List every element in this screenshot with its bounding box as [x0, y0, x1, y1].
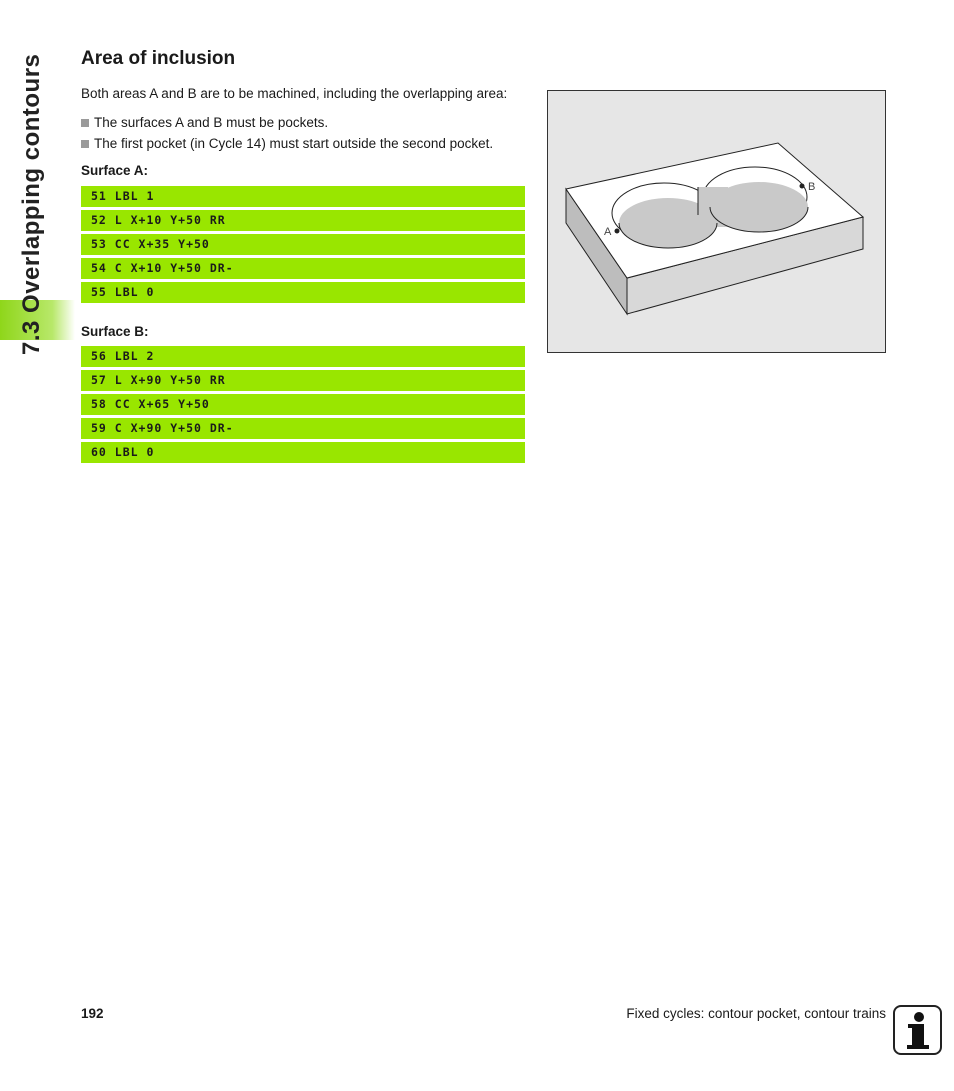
pocket-overlap-floor [698, 187, 728, 227]
section-heading: Area of inclusion [81, 48, 236, 69]
surface-b-label: Surface B: [81, 324, 149, 339]
list-item-text: The first pocket (in Cycle 14) must start outside the second pocket. [94, 136, 494, 151]
list-item-text: The surfaces A and B must be pockets. [94, 115, 329, 130]
code-line: 55 LBL 0 [81, 282, 525, 303]
code-line: 56 LBL 2 [81, 346, 525, 367]
code-line: 53 CC X+35 Y+50 [81, 234, 525, 255]
code-line: 58 CC X+65 Y+50 [81, 394, 525, 415]
code-line: 52 L X+10 Y+50 RR [81, 210, 525, 231]
point-a-marker [615, 229, 620, 234]
label-a: A [604, 226, 612, 238]
surface-b-code [81, 346, 525, 466]
code-line: 54 C X+10 Y+50 DR- [81, 258, 525, 279]
requirements-list [81, 112, 531, 154]
square-bullet-icon [81, 119, 89, 127]
code-line: 57 L X+90 Y+50 RR [81, 370, 525, 391]
code-line: 51 LBL 1 [81, 186, 525, 207]
surface-a-code [81, 186, 525, 306]
intro-paragraph: Both areas A and B are to be machined, including the overlapping area: [81, 86, 508, 101]
page-number: 192 [81, 1006, 104, 1021]
surface-a-label: Surface A: [81, 163, 149, 178]
overlapping-pockets-figure [547, 90, 886, 353]
footer-chapter-title: Fixed cycles: contour pocket, contour trains [626, 1006, 886, 1021]
chapter-title-text: 7.3 Overlapping contours [18, 53, 45, 355]
code-line: 60 LBL 0 [81, 442, 525, 463]
list-item [81, 112, 531, 133]
info-icon [893, 1005, 942, 1055]
label-b: B [808, 181, 816, 193]
point-b-marker [800, 184, 805, 189]
list-item [81, 133, 531, 154]
workpiece-illustration [548, 91, 885, 352]
code-line: 59 C X+90 Y+50 DR- [81, 418, 525, 439]
square-bullet-icon [81, 140, 89, 148]
